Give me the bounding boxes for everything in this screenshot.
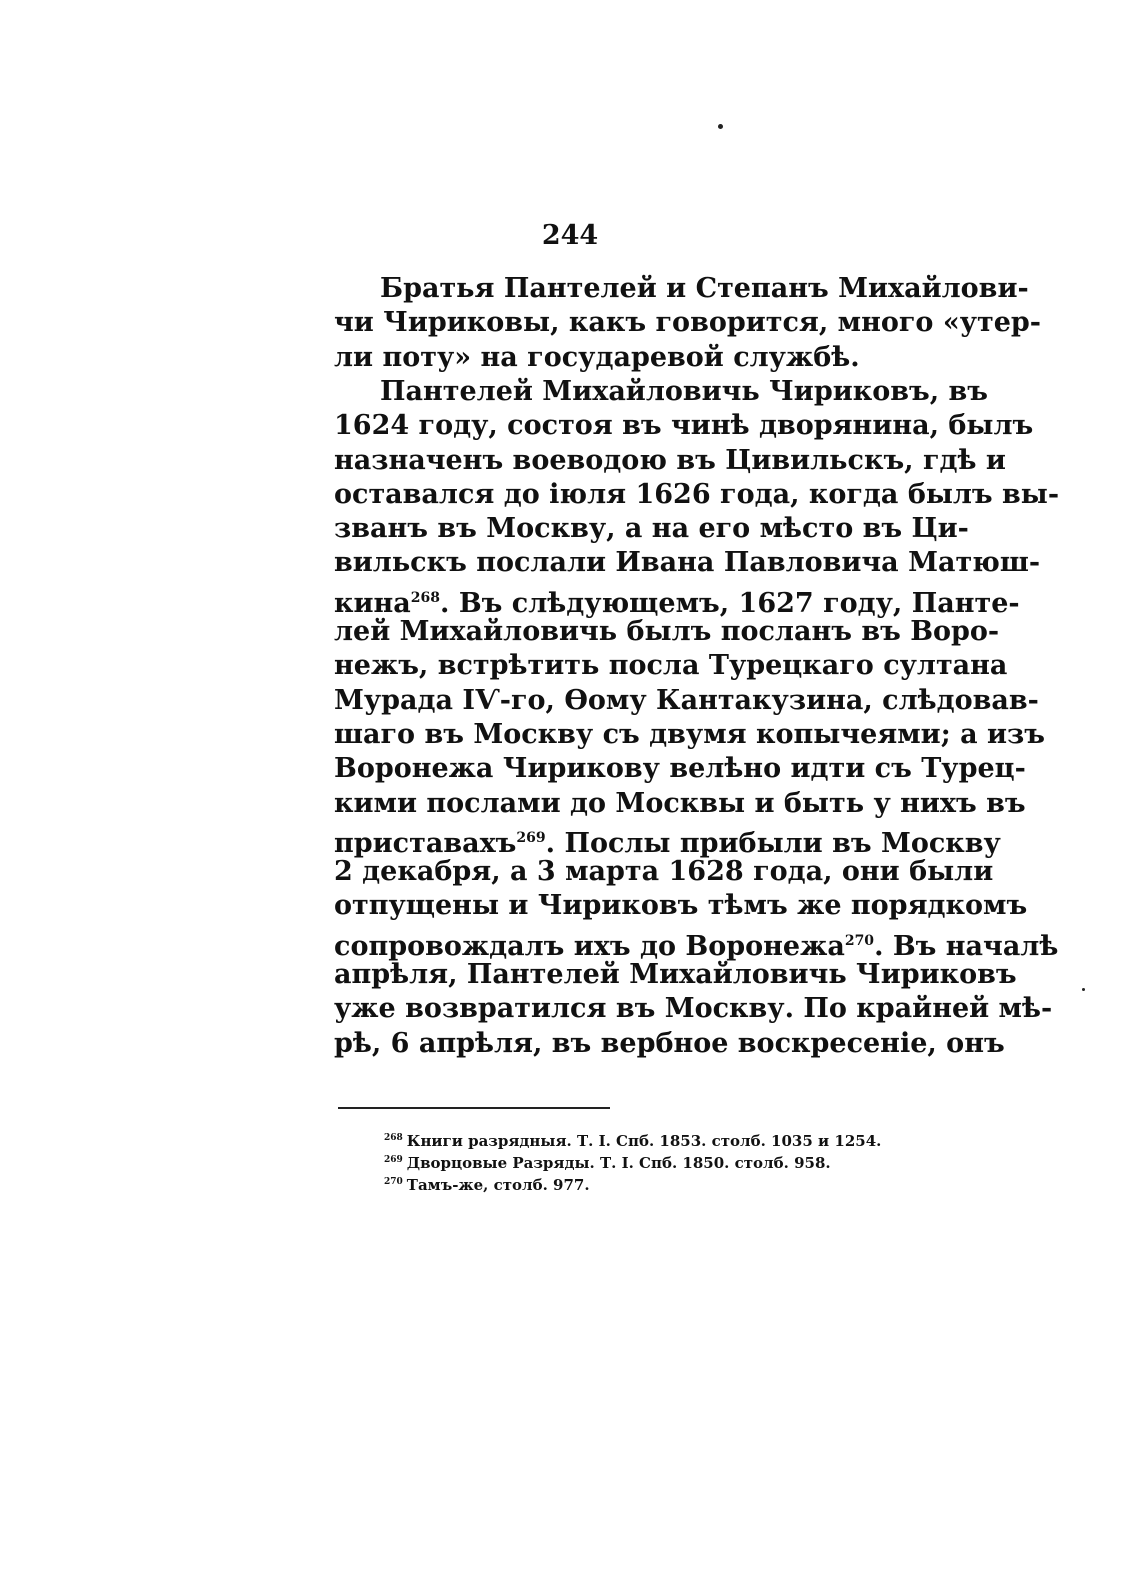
text-line [334, 306, 1041, 340]
text-line [334, 924, 1059, 962]
footnote-text: Тамъ-же, столб. 977. [406, 1176, 590, 1194]
text-line [334, 752, 1026, 786]
text-line [334, 409, 1034, 443]
text-line [334, 684, 1039, 718]
text-segment: 2 декабря, а 3 марта 1628 года, они были [334, 856, 994, 887]
text-segment: ли поту» на государевой службѣ. [334, 342, 860, 373]
text-segment: апрѣля, Пантелей Михайловичь Чириковъ [334, 959, 1017, 990]
text-segment: . Въ слѣдующемъ, 1627 году, Панте- [440, 588, 1020, 619]
text-segment: сопровождалъ ихъ до Воронежа [334, 931, 845, 962]
footnote-number: 270 [384, 1177, 403, 1187]
text-segment: Пантелей Михайловичь Чириковъ, въ [380, 376, 988, 407]
text-segment: приставахъ [334, 828, 517, 859]
text-segment: чи Чириковы, какъ говорится, много «утер- [334, 307, 1041, 338]
text-segment: нежъ, встрѣтить посла Турецкаго султана [334, 650, 1008, 681]
footnote-reference: 268 [410, 590, 441, 606]
text-segment: . Послы прибыли въ Москву [545, 828, 1001, 859]
text-line [380, 375, 988, 409]
text-segment: уже возвратился въ Москву. По крайней мѣ- [334, 993, 1053, 1024]
text-line [334, 546, 1041, 580]
text-segment: 1624 году, состоя въ чинѣ дворянина, былъ [334, 410, 1034, 441]
footnote-reference: 269 [516, 830, 546, 846]
text-segment: оставался до іюля 1626 года, когда былъ вы- [334, 479, 1060, 510]
text-line [334, 1027, 1005, 1061]
text-line [334, 581, 1020, 619]
text-line [334, 478, 1060, 512]
text-segment: званъ въ Москву, а на его мѣсто въ Ци- [334, 513, 969, 544]
text-line [334, 341, 926, 375]
text-segment: шаго въ Москву съ двумя копычеями; а изъ [334, 719, 1045, 750]
text-segment: рѣ, 6 апрѣля, въ вербное воскресеніе, онъ [334, 1028, 1005, 1059]
text-line [380, 272, 1029, 306]
footnote-divider [338, 1107, 610, 1109]
text-segment: Мурада IѴ-го, Ѳому Кантакузина, слѣдовав- [334, 685, 1039, 716]
text-segment: кина [334, 588, 411, 619]
text-line [334, 512, 969, 546]
text-segment: Воронежа Чирикову велѣно идти съ Турец- [334, 753, 1026, 784]
text-segment: отпущены и Чириковъ тѣмъ же порядкомъ [334, 890, 1028, 921]
text-line [334, 444, 1006, 478]
footnote-number: 269 [384, 1155, 403, 1165]
text-line [334, 992, 1053, 1026]
text-segment: назначенъ воеводою въ Цивильскъ, гдѣ и [334, 445, 1006, 476]
text-line [334, 958, 1017, 992]
footnote-text: Дворцовые Разряды. Т. I. Спб. 1850. столб. 958. [406, 1154, 831, 1172]
text-line [334, 615, 1000, 649]
text-segment: кими послами до Москвы и быть у нихъ въ [334, 788, 1026, 819]
text-segment: Братья Пантелей и Степанъ Михайлови- [380, 273, 1029, 304]
text-line [334, 855, 994, 889]
footnote-number: 268 [384, 1133, 403, 1143]
footnote-reference: 270 [844, 933, 875, 949]
text-line [334, 821, 1001, 859]
footnote [384, 1171, 590, 1196]
scan-speck [718, 124, 723, 129]
text-line [334, 649, 1008, 683]
scan-speck [1082, 988, 1085, 991]
footnote-text: Книги разрядныя. Т. I. Спб. 1853. столб. 1035 и 1254. [406, 1132, 882, 1150]
page-number: 244 [541, 220, 599, 251]
text-segment: вильскъ послали Ивана Павловича Матюш- [334, 547, 1041, 578]
text-segment: . Въ началѣ [874, 931, 1059, 962]
text-segment: лей Михайловичь былъ посланъ въ Воро- [334, 616, 1000, 647]
text-line [334, 889, 1028, 923]
text-line [334, 787, 1026, 821]
text-line [334, 718, 1045, 752]
